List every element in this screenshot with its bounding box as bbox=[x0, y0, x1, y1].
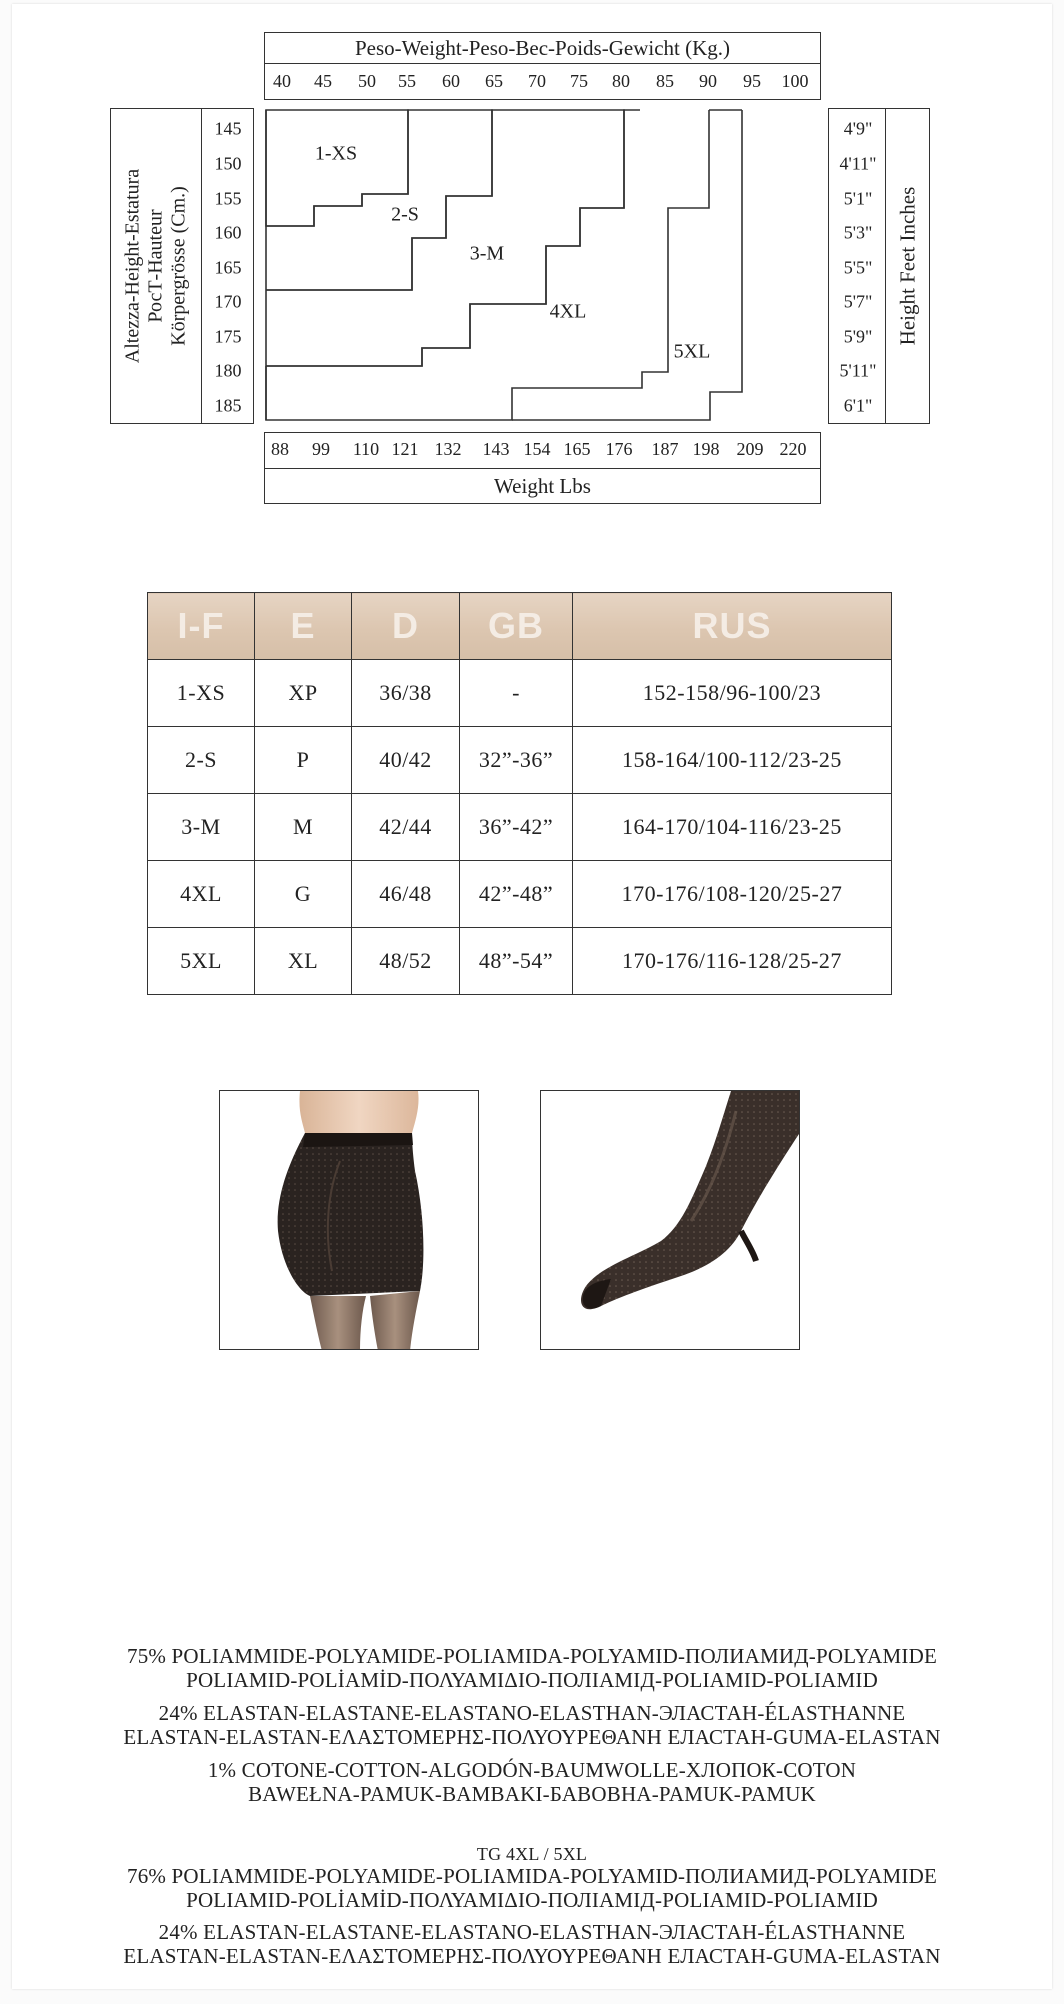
lbs-tick: 176 bbox=[605, 439, 633, 459]
size-conversion-table bbox=[147, 592, 892, 995]
composition-block-5 bbox=[12, 1920, 1052, 1968]
size-label-4xl: 4XL bbox=[549, 300, 587, 323]
header-d: D bbox=[352, 593, 460, 660]
lbs-tick: 209 bbox=[736, 439, 764, 459]
inch-tick: 5'5" bbox=[843, 257, 873, 278]
inch-tick: 5'9" bbox=[843, 326, 873, 347]
table-cell: 170-176/108-120/25-27 bbox=[573, 861, 892, 928]
size-guide-page bbox=[12, 4, 1052, 1989]
table-row bbox=[148, 861, 892, 928]
cm-tick: 155 bbox=[214, 188, 242, 209]
composition-line: POLIAMID-POLİAMİD-ΠΟΛΥΑΜΙΔΙΟ-ПОЛІАМІД-POLIAMID-POLIAMID bbox=[186, 1888, 878, 1912]
kg-axis-ticks bbox=[264, 64, 821, 100]
cm-tick: 160 bbox=[214, 222, 242, 243]
cm-axis-ticks bbox=[202, 108, 254, 424]
cm-tick: 185 bbox=[214, 395, 242, 416]
table-row bbox=[148, 928, 892, 995]
header-i-f: I-F bbox=[148, 593, 255, 660]
table-cell: XL bbox=[255, 928, 352, 995]
size-note-text: TG 4XL / 5XL bbox=[476, 1844, 588, 1864]
table-cell: 36”-42” bbox=[460, 794, 573, 861]
table-cell: P bbox=[255, 727, 352, 794]
table-row bbox=[148, 727, 892, 794]
inch-tick: 5'3" bbox=[843, 222, 873, 243]
kg-tick: 85 bbox=[656, 71, 674, 91]
table-cell: 42”-48” bbox=[460, 861, 573, 928]
cm-axis-title-line: Altezza-Height-Estatura bbox=[121, 168, 144, 364]
composition-block-2 bbox=[12, 1701, 1052, 1749]
cm-axis-title-line: РосТ-Hauteur bbox=[144, 209, 167, 323]
kg-tick: 100 bbox=[781, 71, 809, 91]
table-cell: G bbox=[255, 861, 352, 928]
cm-tick: 180 bbox=[214, 360, 242, 381]
kg-tick: 50 bbox=[358, 71, 376, 91]
composition-line: ELASTAN-ELASTAN-ΕΛΑΣΤΟΜΕΡΗΣ-ΠΟΛΥΟΥΡΕΘΑΝΗ ЕЛАСТАН-GUMA-ELASTAN bbox=[123, 1944, 941, 1968]
pantyhose-waist-photo bbox=[219, 1090, 479, 1350]
composition-block-3 bbox=[12, 1758, 1052, 1806]
table-row bbox=[148, 794, 892, 861]
kg-tick: 40 bbox=[273, 71, 291, 91]
inch-tick: 5'1" bbox=[843, 188, 873, 209]
composition-line: BAWEŁNA-PAMUK-BAMBAKI-БАВОВНА-PAMUK-PAMUK bbox=[248, 1782, 816, 1806]
composition-block-4 bbox=[12, 1864, 1052, 1912]
inch-axis-title-text: Height Feet Inches bbox=[895, 186, 919, 346]
lbs-axis-title bbox=[264, 468, 821, 504]
pantyhose-foot-photo bbox=[540, 1090, 800, 1350]
kg-tick: 75 bbox=[570, 71, 588, 91]
header-e: E bbox=[255, 593, 352, 660]
lbs-tick: 143 bbox=[482, 439, 510, 459]
inch-axis-ticks bbox=[828, 108, 886, 424]
composition-line: ELASTAN-ELASTAN-ΕΛΑΣΤΟΜΕΡΗΣ-ΠΟΛΥΟΥΡΕΘΑΝΗ ЕЛАСТАН-GUMA-ELASTAN bbox=[123, 1725, 941, 1749]
kg-tick: 70 bbox=[528, 71, 546, 91]
composition-line: 24% ELASTAN-ELASTANE-ELASTANO-ELASTHAN-ЭЛАСТАН-ÉLASTHANNE bbox=[158, 1920, 906, 1944]
size-label-3-m: 3-M bbox=[469, 242, 505, 265]
table-cell: 48”-54” bbox=[460, 928, 573, 995]
lbs-tick: 88 bbox=[271, 439, 289, 459]
kg-tick: 45 bbox=[314, 71, 332, 91]
inch-axis-title bbox=[886, 108, 930, 424]
table-cell: 164-170/104-116/23-25 bbox=[573, 794, 892, 861]
size-label-2-s: 2-S bbox=[391, 203, 419, 226]
inch-tick: 5'11" bbox=[839, 360, 877, 381]
kg-tick: 65 bbox=[485, 71, 503, 91]
kg-tick: 95 bbox=[743, 71, 761, 91]
composition-line: 76% POLIAMMIDE-POLYAMIDE-POLIAMIDA-POLYAMID-ПОЛИАМИД-POLYAMIDE bbox=[127, 1864, 937, 1888]
lbs-tick: 132 bbox=[434, 439, 462, 459]
lbs-tick: 99 bbox=[312, 439, 330, 459]
table-cell: - bbox=[460, 660, 573, 727]
header-rus: RUS bbox=[573, 593, 892, 660]
kg-tick: 80 bbox=[612, 71, 630, 91]
size-note bbox=[12, 1842, 1052, 1866]
inch-tick: 4'11" bbox=[839, 153, 877, 174]
lbs-tick: 187 bbox=[651, 439, 679, 459]
table-cell: M bbox=[255, 794, 352, 861]
pantyhose-foot-illustration bbox=[541, 1091, 800, 1350]
table-cell: 40/42 bbox=[352, 727, 460, 794]
lbs-tick: 121 bbox=[391, 439, 419, 459]
lbs-tick: 110 bbox=[352, 439, 380, 459]
table-cell: 170-176/116-128/25-27 bbox=[573, 928, 892, 995]
table-cell: 46/48 bbox=[352, 861, 460, 928]
table-cell: 42/44 bbox=[352, 794, 460, 861]
kg-axis-title bbox=[264, 32, 821, 64]
table-cell: 5XL bbox=[148, 928, 255, 995]
table-cell: 32”-36” bbox=[460, 727, 573, 794]
lbs-tick: 154 bbox=[523, 439, 551, 459]
table-cell: 1-XS bbox=[148, 660, 255, 727]
cm-tick: 175 bbox=[214, 326, 242, 347]
lbs-tick: 165 bbox=[563, 439, 591, 459]
kg-tick: 90 bbox=[699, 71, 717, 91]
cm-tick: 165 bbox=[214, 257, 242, 278]
cm-axis-title bbox=[110, 108, 202, 424]
lbs-axis-ticks bbox=[264, 432, 821, 468]
inch-tick: 6'1" bbox=[843, 395, 873, 416]
kg-tick: 55 bbox=[398, 71, 416, 91]
inch-tick: 5'7" bbox=[843, 291, 873, 312]
composition-block-1 bbox=[12, 1644, 1052, 1692]
table-cell: 152-158/96-100/23 bbox=[573, 660, 892, 727]
lbs-axis-title-text: Weight Lbs bbox=[494, 473, 591, 498]
table-cell: 3-M bbox=[148, 794, 255, 861]
size-label-5xl: 5XL bbox=[673, 340, 711, 363]
region-1-xs bbox=[266, 110, 408, 226]
composition-line: 1% COTONE-COTTON-ALGODÓN-BAUMWOLLE-ХЛОПОК-COTON bbox=[207, 1758, 857, 1782]
kg-tick: 60 bbox=[442, 71, 460, 91]
table-cell: XP bbox=[255, 660, 352, 727]
size-label-1-xs: 1-XS bbox=[314, 142, 358, 165]
composition-line: POLIAMID-POLİAMİD-ΠΟΛΥΑΜΙΔΙΟ-ПОЛІАМІД-POLIAMID-POLIAMID bbox=[186, 1668, 878, 1692]
lbs-tick: 198 bbox=[692, 439, 720, 459]
table-cell: 36/38 bbox=[352, 660, 460, 727]
lbs-tick: 220 bbox=[779, 439, 807, 459]
cm-tick: 150 bbox=[214, 153, 242, 174]
table-row bbox=[148, 660, 892, 727]
cm-tick: 170 bbox=[214, 291, 242, 312]
pantyhose-waist-illustration bbox=[220, 1091, 479, 1350]
header-gb: GB bbox=[460, 593, 573, 660]
table-cell: 48/52 bbox=[352, 928, 460, 995]
kg-axis-title-text: Peso-Weight-Peso-Bec-Poids-Gewicht (Kg.) bbox=[354, 35, 731, 60]
table-header-row bbox=[148, 593, 892, 660]
cm-axis-title-line: Körpergrösse (Cm.) bbox=[167, 186, 190, 346]
composition-line: 75% POLIAMMIDE-POLYAMIDE-POLIAMIDA-POLYAMID-ПОЛИАМИД-POLYAMIDE bbox=[127, 1644, 937, 1668]
cm-tick: 145 bbox=[214, 118, 242, 139]
table-cell: 2-S bbox=[148, 727, 255, 794]
table-cell: 158-164/100-112/23-25 bbox=[573, 727, 892, 794]
table-cell: 4XL bbox=[148, 861, 255, 928]
region-2-s bbox=[266, 110, 492, 290]
composition-line: 24% ELASTAN-ELASTANE-ELASTANO-ELASTHAN-ЭЛАСТАН-ÉLASTHANNE bbox=[158, 1701, 906, 1725]
inch-tick: 4'9" bbox=[843, 118, 873, 139]
